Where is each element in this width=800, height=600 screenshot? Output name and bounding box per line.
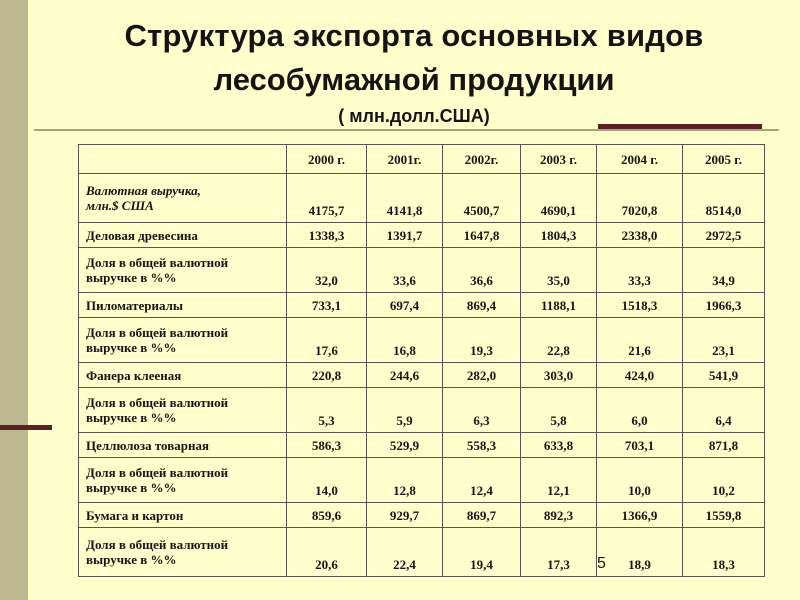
value-cell: 529,9 — [367, 433, 443, 458]
value-cell: 697,4 — [367, 293, 443, 318]
table-row — [79, 223, 765, 248]
value-cell: 32,0 — [287, 248, 367, 293]
value-cell: 18,3 — [683, 528, 765, 577]
row-label-cell: Фанера клееная — [79, 363, 287, 388]
value-cell: 1559,8 — [683, 503, 765, 528]
value-cell: 17,6 — [287, 318, 367, 363]
slide-subtitle-units: ( млн.долл.США) — [338, 106, 490, 126]
row-label-cell: Пиломатериалы — [79, 293, 287, 318]
value-cell: 5,9 — [367, 388, 443, 433]
row-label-cell: Доля в общей валютной выручке в %% — [79, 318, 287, 363]
decorative-accent-bar — [0, 425, 52, 430]
value-cell: 4500,7 — [443, 174, 521, 223]
value-cell: 869,7 — [443, 503, 521, 528]
value-cell: 35,0 — [521, 248, 597, 293]
value-cell: 892,3 — [521, 503, 597, 528]
value-cell: 424,0 — [597, 363, 683, 388]
table-row — [79, 293, 765, 318]
table-row — [79, 363, 765, 388]
row-label-cell: Доля в общей валютной выручке в %% — [79, 528, 287, 577]
table-row — [79, 528, 765, 577]
value-cell: 10,2 — [683, 458, 765, 503]
value-cell: 6,3 — [443, 388, 521, 433]
value-cell: 20,6 — [287, 528, 367, 577]
value-cell: 17,3 — [521, 528, 597, 577]
table-row — [79, 503, 765, 528]
value-cell: 2972,5 — [683, 223, 765, 248]
slide-title-line-2: лесобумажной продукции — [213, 62, 615, 97]
table-header-row — [79, 145, 765, 174]
header-cell-year: 2000 г. — [287, 145, 367, 174]
value-cell: 6,0 — [597, 388, 683, 433]
value-cell: 244,6 — [367, 363, 443, 388]
value-cell: 8514,0 — [683, 174, 765, 223]
value-cell: 12,8 — [367, 458, 443, 503]
value-cell: 859,6 — [287, 503, 367, 528]
value-cell: 586,3 — [287, 433, 367, 458]
value-cell: 19,3 — [443, 318, 521, 363]
row-label-cell: Целлюлоза товарная — [79, 433, 287, 458]
header-cell-empty — [79, 145, 287, 174]
value-cell: 282,0 — [443, 363, 521, 388]
value-cell: 1804,3 — [521, 223, 597, 248]
value-cell: 36,6 — [443, 248, 521, 293]
value-cell: 558,3 — [443, 433, 521, 458]
export-structure-table — [78, 144, 765, 577]
table-row — [79, 388, 765, 433]
header-cell-year: 2002г. — [443, 145, 521, 174]
header-cell-year: 2001г. — [367, 145, 443, 174]
row-label-cell: Деловая древесина — [79, 223, 287, 248]
value-cell: 303,0 — [521, 363, 597, 388]
row-label-cell: Доля в общей валютной выручке в %% — [79, 388, 287, 433]
value-cell: 6,4 — [683, 388, 765, 433]
value-cell: 2338,0 — [597, 223, 683, 248]
value-cell: 23,1 — [683, 318, 765, 363]
value-cell: 871,8 — [683, 433, 765, 458]
header-cell-year: 2003 г. — [521, 145, 597, 174]
row-label-cell: Бумага и картон — [79, 503, 287, 528]
value-cell: 1391,7 — [367, 223, 443, 248]
value-cell: 33,6 — [367, 248, 443, 293]
value-cell: 541,9 — [683, 363, 765, 388]
value-cell: 929,7 — [367, 503, 443, 528]
value-cell: 4690,1 — [521, 174, 597, 223]
value-cell: 14,0 — [287, 458, 367, 503]
value-cell: 12,1 — [521, 458, 597, 503]
value-cell: 7020,8 — [597, 174, 683, 223]
row-label-cell: Валютная выручка, млн.$ США — [79, 174, 287, 223]
value-cell: 34,9 — [683, 248, 765, 293]
value-cell: 869,4 — [443, 293, 521, 318]
table-row — [79, 248, 765, 293]
value-cell: 22,8 — [521, 318, 597, 363]
value-cell: 16,8 — [367, 318, 443, 363]
value-cell: 1338,3 — [287, 223, 367, 248]
value-cell: 5,3 — [287, 388, 367, 433]
slide-title-line-1: Структура экспорта основных видов — [124, 18, 704, 53]
slide-number: 5 — [597, 555, 606, 572]
value-cell: 1518,3 — [597, 293, 683, 318]
row-label-cell: Доля в общей валютной выручке в %% — [79, 248, 287, 293]
value-cell: 33,3 — [597, 248, 683, 293]
value-cell: 18,9 — [597, 528, 683, 577]
value-cell: 21,6 — [597, 318, 683, 363]
value-cell: 703,1 — [597, 433, 683, 458]
header-cell-year: 2005 г. — [683, 145, 765, 174]
value-cell: 10,0 — [597, 458, 683, 503]
row-label-cell: Доля в общей валютной выручке в %% — [79, 458, 287, 503]
value-cell: 19,4 — [443, 528, 521, 577]
value-cell: 1966,3 — [683, 293, 765, 318]
decorative-side-bar — [0, 0, 28, 600]
value-cell: 1647,8 — [443, 223, 521, 248]
value-cell: 733,1 — [287, 293, 367, 318]
table-row — [79, 174, 765, 223]
value-cell: 5,8 — [521, 388, 597, 433]
value-cell: 220,8 — [287, 363, 367, 388]
title-underline — [34, 129, 779, 131]
table-row — [79, 458, 765, 503]
value-cell: 1188,1 — [521, 293, 597, 318]
header-cell-year: 2004 г. — [597, 145, 683, 174]
value-cell: 12,4 — [443, 458, 521, 503]
table-row — [79, 433, 765, 458]
value-cell: 4175,7 — [287, 174, 367, 223]
value-cell: 22,4 — [367, 528, 443, 577]
value-cell: 4141,8 — [367, 174, 443, 223]
value-cell: 1366,9 — [597, 503, 683, 528]
table-row — [79, 318, 765, 363]
value-cell: 633,8 — [521, 433, 597, 458]
